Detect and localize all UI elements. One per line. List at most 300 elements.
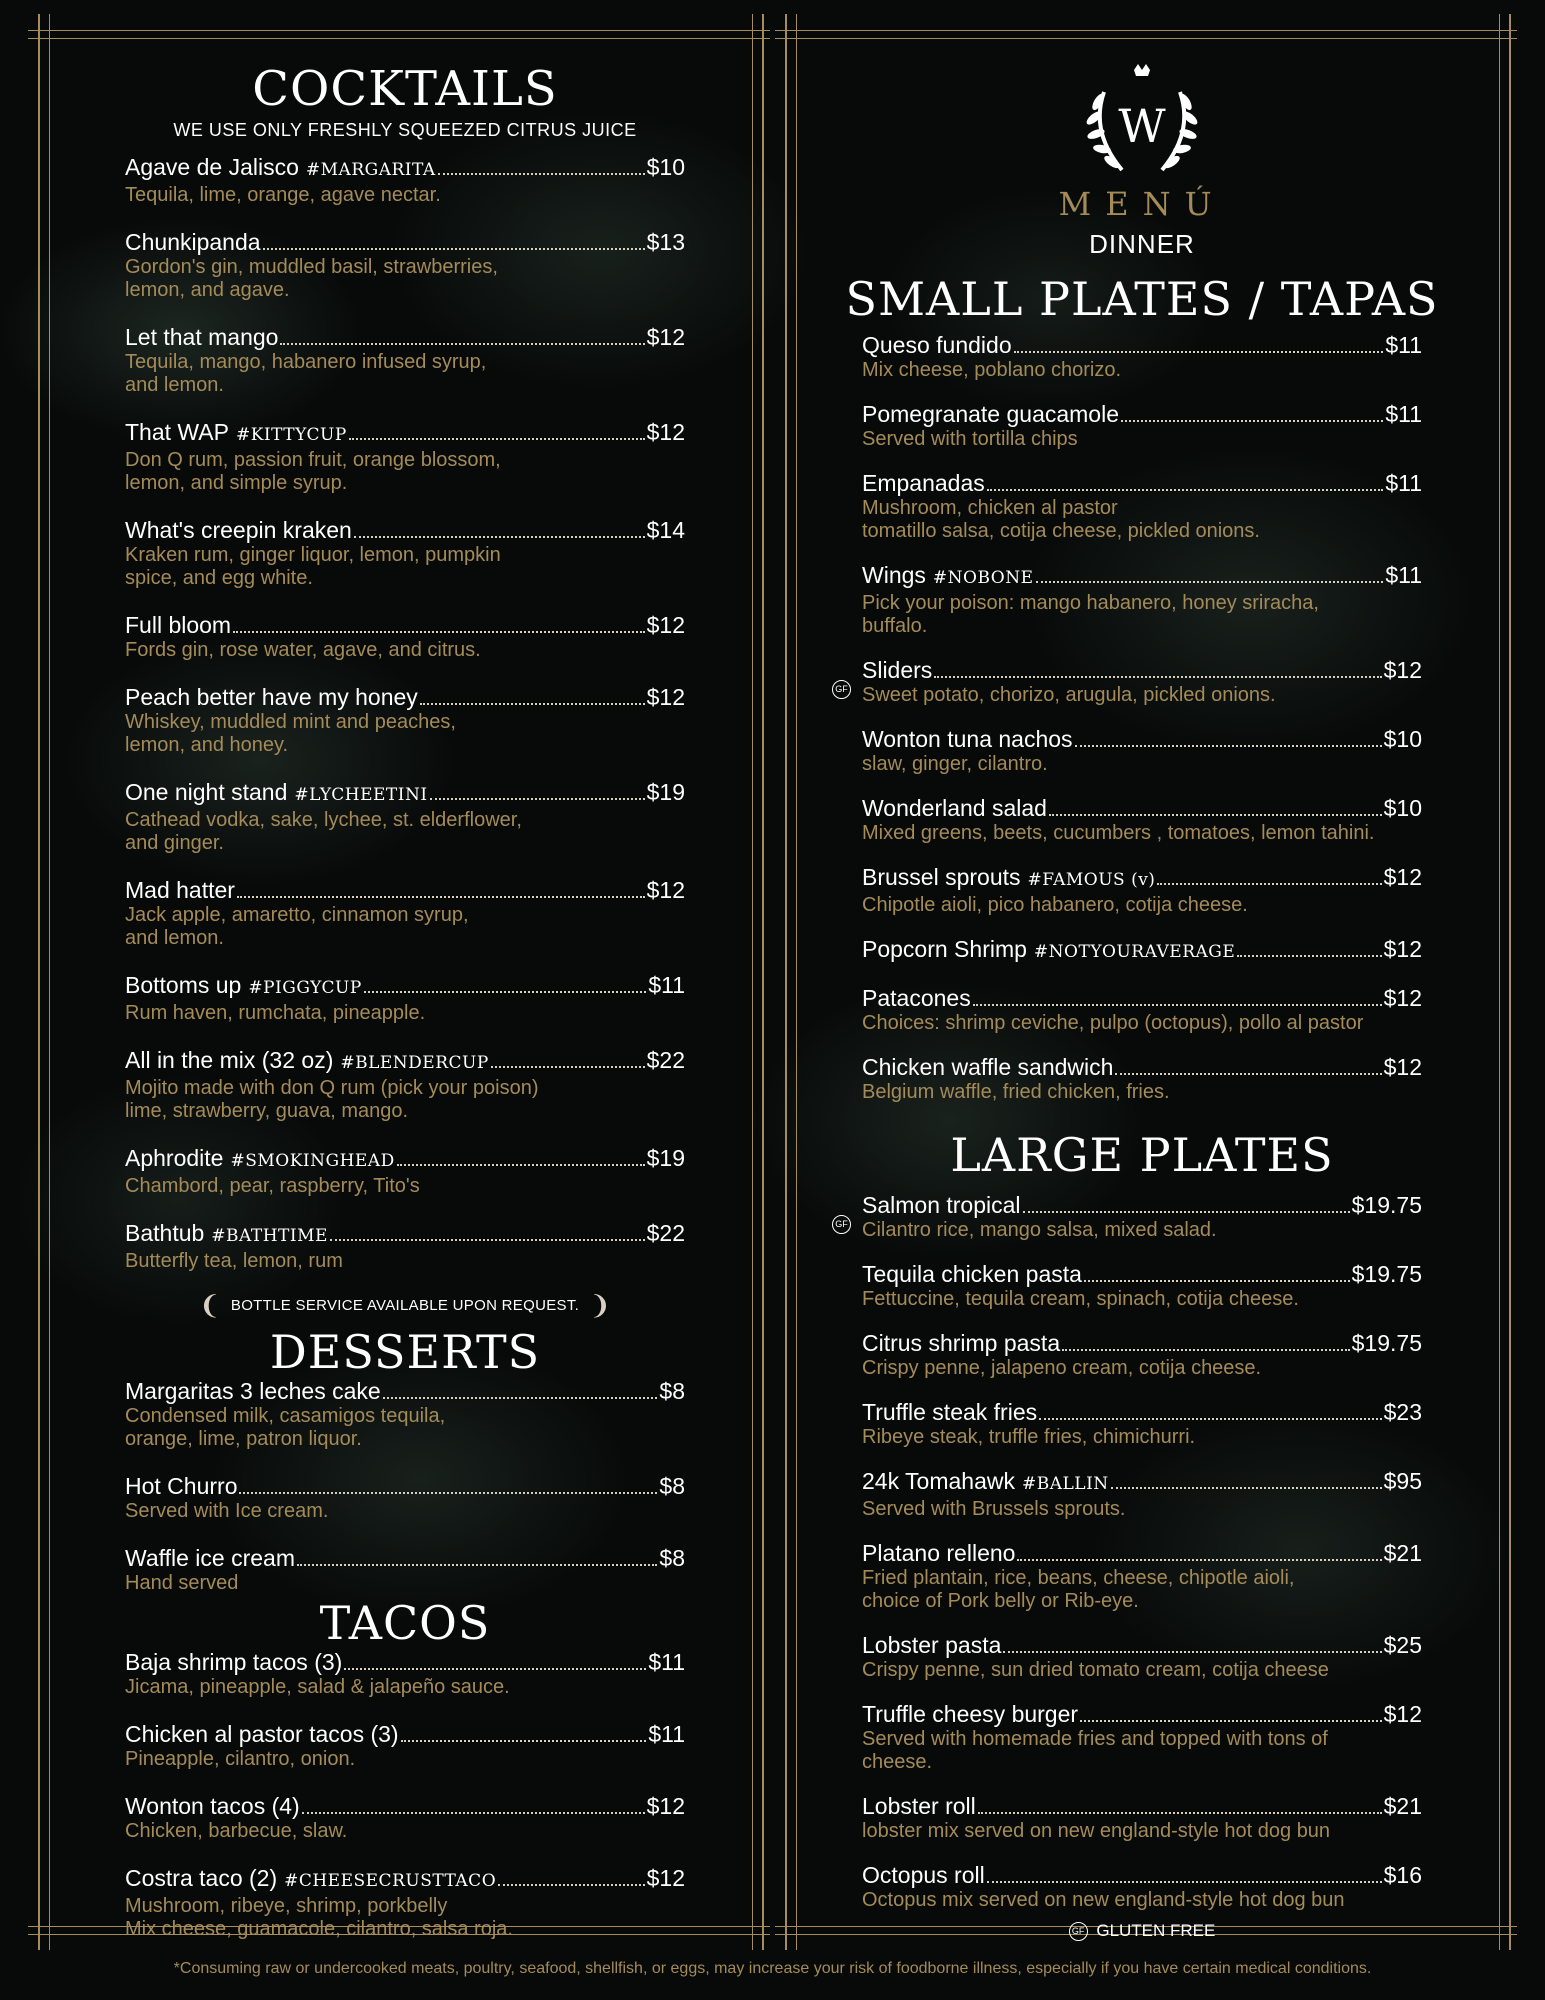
menu-item-description: Condensed milk, casamigos tequila,: [125, 1405, 446, 1427]
menu-item-name: One night stand: [125, 779, 288, 805]
menu-item-description: Chambord, pear, raspberry, Tito's: [125, 1175, 420, 1197]
menu-item-price: $19.75: [1351, 1192, 1422, 1218]
right-column: [835, 272, 1439, 1941]
menu-item-line: [862, 1331, 1422, 1356]
menu-item-price: $13: [646, 229, 685, 255]
menu-item-name: Queso fundido: [862, 332, 1012, 358]
dot-leader: [498, 1884, 644, 1886]
menu-item-description: lime, strawberry, guava, mango.: [125, 1100, 409, 1122]
dot-leader: [1023, 1211, 1350, 1213]
dot-leader: [1036, 581, 1384, 583]
menu-item-hashtag: #MARGARITA: [305, 160, 436, 180]
menu-item: [862, 471, 1422, 542]
dot-leader: [987, 489, 1384, 491]
large-plates-list: [835, 1192, 1422, 1911]
menu-item-description: Crispy penne, sun dried tomato cream, cotija cheese: [862, 1659, 1329, 1681]
menu-item-name: 24k Tomahawk: [862, 1468, 1015, 1494]
menu-item-price: $8: [659, 1545, 685, 1571]
menu-item: [125, 1379, 685, 1450]
dot-leader: [302, 1812, 645, 1814]
menu-item: [125, 1866, 685, 1940]
menu-item-description: Crispy penne, jalapeno cream, cotija cheese.: [862, 1357, 1262, 1379]
menu-item-name: Agave de Jalisco: [125, 154, 299, 180]
menu-item-name: Chicken al pastor tacos (3): [125, 1721, 399, 1747]
menu-item-price: $8: [659, 1378, 685, 1404]
menu-item-description: Jicama, pineapple, salad & jalapeño sauce.: [125, 1676, 510, 1698]
menu-item-price: $11: [1385, 470, 1422, 496]
gluten-free-icon: GF: [832, 680, 851, 699]
menu-item-price: $12: [1383, 936, 1422, 962]
menu-item-price: $16: [1383, 1862, 1422, 1888]
menu-item-price: $23: [1383, 1399, 1422, 1425]
dot-leader: [344, 1668, 646, 1670]
menu-item-hashtag: #NOBONE: [932, 568, 1034, 588]
dot-leader: [1039, 1418, 1382, 1420]
menu-item: [125, 1794, 685, 1842]
menu-item-name: Hot Churro: [125, 1473, 238, 1499]
menu-item: [862, 1262, 1422, 1310]
menu-item-name: Full bloom: [125, 612, 232, 638]
menu-item-line: [862, 1262, 1422, 1287]
menu-item-description: and lemon.: [125, 374, 224, 396]
menu-item-name: Costra taco (2): [125, 1865, 278, 1891]
menu-item-line: [862, 471, 1422, 496]
menu-item-line: [125, 230, 685, 255]
dot-leader: [1111, 1487, 1382, 1489]
menu-item-description: Served with homemade fries and topped with tons of: [862, 1728, 1328, 1750]
cocktails-title: COCKTAILS: [252, 61, 558, 117]
dot-leader: [1157, 883, 1381, 885]
menu-item-description: Chipotle aioli, pico habanero, cotija cheese.: [862, 894, 1248, 916]
dot-leader: [491, 1066, 645, 1068]
menu-item: [862, 796, 1422, 844]
menu-item: [125, 1650, 685, 1698]
menu-item-line: [125, 518, 685, 543]
menu-item-price: $12: [646, 612, 685, 638]
dot-leader: [383, 1397, 658, 1399]
menu-item-line: [862, 937, 1422, 965]
menu-item-name: Waffle ice cream: [125, 1545, 295, 1571]
menu-item-line: [125, 1048, 685, 1076]
menu-item: [125, 685, 685, 756]
menu-item-description: Served with tortilla chips: [862, 428, 1078, 450]
dot-leader: [330, 1239, 645, 1241]
large-plates-title: LARGE PLATES: [950, 1128, 1334, 1182]
menu-item: [862, 333, 1422, 381]
menu-item-name: Peach better have my honey: [125, 684, 418, 710]
menu-item-price: $12: [646, 1793, 685, 1819]
menu-item: [125, 155, 685, 206]
menu-item-line: [862, 1633, 1422, 1658]
menu-item-hashtag: #KITTYCUP: [235, 425, 347, 445]
menu-item-line: [862, 402, 1422, 427]
menu-item-hashtag: #LYCHEETINI: [294, 785, 428, 805]
menu-item-line: [125, 1474, 685, 1499]
menu-item-description: lemon, and simple syrup.: [125, 472, 348, 494]
menu-item: [862, 563, 1422, 637]
small-plates-title: SMALL PLATES / TAPAS: [845, 272, 1439, 326]
menu-item-line: [125, 1146, 685, 1174]
menu-item: [125, 780, 685, 854]
menu-item-description: Served with Ice cream.: [125, 1500, 329, 1522]
menu-item-name: Wonderland salad: [862, 795, 1047, 821]
menu-item-name: All in the mix (32 oz): [125, 1047, 334, 1073]
menu-item: [125, 325, 685, 396]
menu-item: [125, 1474, 685, 1522]
menu-item: [862, 1633, 1422, 1681]
menu-item: [125, 878, 685, 949]
dot-leader: [280, 343, 644, 345]
menu-item-line: [125, 420, 685, 448]
menu-item-line: [125, 155, 685, 183]
cocktails-list: [125, 155, 685, 1272]
menu-item-name: Truffle cheesy burger: [862, 1701, 1079, 1727]
menu-item-description: Choices: shrimp ceviche, pulpo (octopus), pollo al pastor: [862, 1012, 1364, 1034]
menu-item-price: $11: [648, 972, 685, 998]
menu-item-line: [125, 1221, 685, 1249]
small-plates-list: [835, 332, 1422, 1103]
dot-leader: [401, 1740, 647, 1742]
dot-leader: [263, 248, 645, 250]
menu-item-description: Served with Brussels sprouts.: [862, 1498, 1126, 1520]
menu-item-description: lobster mix served on new england-style hot dog bun: [862, 1820, 1331, 1842]
menu-item-description: Pick your poison: mango habanero, honey sriracha,: [862, 592, 1319, 614]
dot-leader: [1003, 1651, 1381, 1653]
dot-leader: [973, 1004, 1382, 1006]
menu-item-line: [862, 333, 1422, 358]
menu-item: [862, 402, 1422, 450]
menu-item-price: $14: [646, 517, 685, 543]
menu-item-price: $11: [1385, 562, 1422, 588]
menu-item-line: [862, 1702, 1422, 1727]
menu-item-hashtag: #NOTYOURAVERAGE: [1033, 942, 1236, 962]
menu-item-line: [862, 1400, 1422, 1425]
menu-item-name: Truffle steak fries: [862, 1399, 1038, 1425]
menu-item-hashtag: #BATHTIME: [211, 1226, 328, 1246]
menu-item-description: choice of Pork belly or Rib-eye.: [862, 1590, 1139, 1612]
tacos-list: [125, 1650, 685, 1940]
menu-item-description: Don Q rum, passion fruit, orange blossom,: [125, 449, 501, 471]
menu-item-name: Let that mango: [125, 324, 279, 350]
dot-leader: [420, 703, 645, 705]
dot-leader: [239, 1492, 657, 1494]
menu-item-price: $11: [648, 1721, 685, 1747]
gluten-free-icon: GF: [832, 1215, 851, 1234]
dot-leader: [1062, 1349, 1350, 1351]
menu-item-description: Fried plantain, rice, beans, cheese, chipotle aioli,: [862, 1567, 1295, 1589]
dot-leader: [1017, 1559, 1381, 1561]
menu-item-hashtag: #FAMOUS (v): [1027, 870, 1156, 890]
menu-item-name: Empanadas: [862, 470, 985, 496]
left-frame-top-rule-2: [28, 38, 770, 39]
dot-leader: [1084, 1280, 1350, 1282]
menu-item-price: $12: [646, 419, 685, 445]
menu-item-name: Chicken waffle sandwich: [862, 1054, 1114, 1080]
cocktails-subtitle: WE USE ONLY FRESHLY SQUEEZED CITRUS JUICE: [173, 120, 637, 140]
menu-item-description: buffalo.: [862, 615, 928, 637]
dot-leader: [1049, 814, 1382, 816]
menu-item-description: Tequila, lime, orange, agave nectar.: [125, 184, 441, 206]
menu-item-description: Cilantro rice, mango salsa, mixed salad.: [862, 1219, 1217, 1241]
dot-leader: [438, 173, 645, 175]
menu-item: [862, 1331, 1422, 1379]
menu-item-name: Brussel sprouts: [862, 864, 1021, 890]
menu-item-description: tomatillo salsa, cotija cheese, pickled onions.: [862, 520, 1260, 542]
menu-item-line: [862, 1541, 1422, 1566]
menu-item: [862, 937, 1422, 965]
menu-item-price: $21: [1383, 1793, 1422, 1819]
menu-item-name: What's creepin kraken: [125, 517, 352, 543]
menu-item-description: Sweet potato, chorizo, arugula, pickled onions.: [862, 684, 1276, 706]
bottle-service-note: [125, 1290, 685, 1321]
menu-item-name: Baja shrimp tacos (3): [125, 1649, 343, 1675]
menu-item-line: [125, 325, 685, 350]
menu-item-price: $10: [1383, 795, 1422, 821]
menu-item: [835, 1192, 1422, 1241]
menu-item-name: Citrus shrimp pasta: [862, 1330, 1061, 1356]
menu-item: [125, 230, 685, 301]
menu-item: [125, 1048, 685, 1122]
service-label: DINNER: [1089, 229, 1195, 259]
menu-item-name: Lobster pasta: [862, 1632, 1002, 1658]
menu-item-name: Wonton tuna nachos: [862, 726, 1073, 752]
menu-item-line: [125, 685, 685, 710]
dot-leader: [1014, 351, 1384, 353]
menu-item: [862, 1541, 1422, 1612]
menu-item-name: Wonton tacos (4): [125, 1793, 300, 1819]
menu-item: [125, 518, 685, 589]
menu-item-description: Tequila, mango, habanero infused syrup,: [125, 351, 487, 373]
menu-item-description: lemon, and honey.: [125, 734, 289, 756]
menu-item-name: Popcorn Shrimp: [862, 936, 1027, 962]
menu-item-price: $12: [646, 877, 685, 903]
gluten-free-legend: [862, 1921, 1422, 1941]
menu-item-price: $25: [1383, 1632, 1422, 1658]
menu-item-name: Margaritas 3 leches cake: [125, 1378, 381, 1404]
menu-item-name: Bottoms up: [125, 972, 242, 998]
menu-item-name: Pomegranate guacamole: [862, 401, 1119, 427]
right-frame-top-rule: [775, 30, 1517, 31]
menu-item-price: $22: [646, 1220, 685, 1246]
menu-label: MENÚ: [1058, 185, 1226, 223]
menu-item-line: [862, 1193, 1422, 1218]
menu-item-hashtag: #BLENDERCUP: [340, 1053, 489, 1073]
logo-letter: W: [1118, 99, 1166, 153]
menu-item-line: [125, 1794, 685, 1819]
menu-item-line: [862, 1794, 1422, 1819]
dot-leader: [233, 631, 645, 633]
menu-item-line: [125, 613, 685, 638]
menu-item: [125, 613, 685, 661]
menu-item-description: Mojito made with don Q rum (pick your poison): [125, 1077, 539, 1099]
menu-item-description: slaw, ginger, cilantro.: [862, 753, 1048, 775]
menu-item-price: $12: [1383, 657, 1422, 683]
menu-item-description: Ribeye steak, truffle fries, chimichurri.: [862, 1426, 1196, 1448]
gluten-free-icon: GF: [1069, 1922, 1088, 1941]
menu-item-line: [125, 1866, 685, 1894]
menu-item-name: Tequila chicken pasta: [862, 1261, 1082, 1287]
menu-item-hashtag: #BALLIN: [1022, 1474, 1109, 1494]
menu-item: [862, 1400, 1422, 1448]
dot-leader: [934, 676, 1381, 678]
menu-item: [125, 1722, 685, 1770]
menu-item-description: Mushroom, chicken al pastor: [862, 497, 1118, 519]
menu-item-price: $12: [646, 1865, 685, 1891]
tacos-title: TACOS: [319, 1596, 491, 1650]
menu-item-price: $8: [659, 1473, 685, 1499]
menu-item: [862, 986, 1422, 1034]
menu-item-description: cheese.: [862, 1751, 933, 1773]
menu-item-name: Aphrodite: [125, 1145, 224, 1171]
dot-leader: [349, 438, 645, 440]
brand-logo: [1042, 62, 1242, 260]
menu-item-line: [862, 727, 1422, 752]
menu-item-description: Whiskey, muddled mint and peaches,: [125, 711, 456, 733]
desserts-title: DESSERTS: [269, 1325, 541, 1379]
menu-item: [835, 657, 1422, 706]
food-safety-disclaimer: *Consuming raw or undercooked meats, poultry, seafood, shellfish, or eggs, may increase your risk of foodborne illness, especially if you have certain medical conditions.: [173, 1960, 1372, 1977]
menu-item-line: [125, 780, 685, 808]
menu-item-price: $19.75: [1351, 1261, 1422, 1287]
menu-item-price: $12: [1383, 864, 1422, 890]
menu-item-price: $10: [646, 154, 685, 180]
menu-item-price: $21: [1383, 1540, 1422, 1566]
menu-item-name: Patacones: [862, 985, 971, 1011]
dot-leader: [1115, 1073, 1381, 1075]
menu-item-description: Gordon's gin, muddled basil, strawberries,: [125, 256, 498, 278]
menu-item-line: [862, 865, 1422, 893]
menu-item-description: Fords gin, rose water, agave, and citrus.: [125, 639, 481, 661]
menu-item-name: Platano relleno: [862, 1540, 1016, 1566]
menu-item-line: [862, 658, 1422, 683]
menu-item-line: [125, 878, 685, 903]
menu-item-line: [862, 563, 1422, 591]
menu-item: [125, 973, 685, 1024]
menu-item-description: Belgium waffle, fried chicken, fries.: [862, 1081, 1170, 1103]
menu-item-description: Chicken, barbecue, slaw.: [125, 1820, 348, 1842]
menu-item: [862, 1469, 1422, 1520]
menu-item-line: [862, 1469, 1422, 1497]
menu-item-name: Lobster roll: [862, 1793, 976, 1819]
menu-item: [125, 420, 685, 494]
menu-item-price: $12: [646, 684, 685, 710]
menu-item-description: and ginger.: [125, 832, 224, 854]
dot-leader: [1075, 745, 1382, 747]
dot-leader: [1121, 420, 1383, 422]
menu-item-line: [125, 1379, 685, 1404]
menu-item-price: $12: [1383, 985, 1422, 1011]
menu-item: [862, 1794, 1422, 1842]
menu-item-description: Octopus mix served on new england-style hot dog bun: [862, 1889, 1345, 1911]
menu-item-hashtag: #SMOKINGHEAD: [230, 1151, 395, 1171]
menu-item-price: $19: [646, 779, 685, 805]
right-frame-top-rule-2: [775, 38, 1517, 39]
menu-item-description: Pineapple, cilantro, onion.: [125, 1748, 356, 1770]
dot-leader: [1237, 955, 1381, 957]
menu-item-description: Mix cheese, poblano chorizo.: [862, 359, 1122, 381]
bottle-service-text: BOTTLE SERVICE AVAILABLE UPON REQUEST.: [230, 1297, 580, 1314]
dot-leader: [297, 1564, 657, 1566]
menu-item-description: Fettuccine, tequila cream, spinach, cotija cheese.: [862, 1288, 1299, 1310]
menu-item-line: [862, 796, 1422, 821]
menu-item-price: $12: [1383, 1701, 1422, 1727]
menu-item-price: $19: [646, 1145, 685, 1171]
menu-item-line: [862, 1055, 1422, 1080]
menu-item-name: Octopus roll: [862, 1862, 985, 1888]
laurel-right-icon: ❩: [589, 1290, 612, 1320]
menu-item: [125, 1221, 685, 1272]
menu-item-description: Mushroom, ribeye, shrimp, porkbelly: [125, 1895, 448, 1917]
menu-item-description: Mixed greens, beets, cucumbers , tomatoes, lemon tahini.: [862, 822, 1375, 844]
menu-item-description: spice, and egg white.: [125, 567, 313, 589]
menu-item: [125, 1546, 685, 1594]
menu-item-description: Cathead vodka, sake, lychee, st. elderflower,: [125, 809, 522, 831]
menu-item: [862, 1702, 1422, 1773]
dot-leader: [354, 536, 645, 538]
menu-item-description: lemon, and agave.: [125, 279, 290, 301]
menu-item-price: $12: [1383, 1054, 1422, 1080]
menu-item-description: Mix cheese, guamacole, cilantro, salsa roja.: [125, 1918, 513, 1940]
dot-leader: [237, 896, 645, 898]
menu-item-price: $11: [648, 1649, 685, 1675]
menu-item-description: Jack apple, amaretto, cinnamon syrup,: [125, 904, 469, 926]
menu-item: [862, 1863, 1422, 1911]
menu-item-line: [862, 986, 1422, 1011]
menu-item-name: That WAP: [125, 419, 229, 445]
menu-item-price: $19.75: [1351, 1330, 1422, 1356]
menu-item-name: Mad hatter: [125, 877, 235, 903]
menu-item-price: $95: [1383, 1468, 1422, 1494]
dot-leader: [364, 991, 647, 993]
laurel-left-icon: ❨: [198, 1290, 221, 1320]
menu-item-line: [125, 1722, 685, 1747]
dot-leader: [430, 798, 645, 800]
menu-item: [862, 1055, 1422, 1103]
menu-item-line: [862, 1863, 1422, 1888]
menu-item: [862, 865, 1422, 916]
gluten-free-label: GLUTEN FREE: [1096, 1921, 1216, 1940]
laurel-crest-icon: [1042, 62, 1242, 182]
menu-item-name: Chunkipanda: [125, 229, 261, 255]
desserts-list: [125, 1379, 685, 1594]
menu-item-name: Salmon tropical: [862, 1192, 1021, 1218]
dot-leader: [987, 1881, 1382, 1883]
menu-item-description: Hand served: [125, 1572, 239, 1594]
menu-item-price: $11: [1385, 332, 1422, 358]
menu-item-hashtag: #CHEESECRUSTTACO: [284, 1871, 497, 1891]
menu-item-price: $10: [1383, 726, 1422, 752]
menu-item-name: Sliders: [862, 657, 933, 683]
menu-item-description: orange, lime, patron liquor.: [125, 1428, 362, 1450]
menu-item-name: Bathtub: [125, 1220, 205, 1246]
menu-item-hashtag: #PIGGYCUP: [248, 978, 362, 998]
dot-leader: [978, 1812, 1382, 1814]
dot-leader: [1080, 1720, 1382, 1722]
menu-item-line: [125, 973, 685, 1001]
left-frame-top-rule: [28, 30, 770, 31]
menu-item: [862, 727, 1422, 775]
menu-item-description: Kraken rum, ginger liquor, lemon, pumpkin: [125, 544, 501, 566]
menu-item-description: Butterfly tea, lemon, rum: [125, 1250, 343, 1272]
menu-item-price: $11: [1385, 401, 1422, 427]
menu-item-description: Rum haven, rumchata, pineapple.: [125, 1002, 426, 1024]
menu-item: [125, 1146, 685, 1197]
left-column: [125, 62, 685, 1940]
menu-item-name: Wings: [862, 562, 926, 588]
menu-item-price: $12: [646, 324, 685, 350]
menu-item-line: [125, 1546, 685, 1571]
dot-leader: [397, 1164, 645, 1166]
